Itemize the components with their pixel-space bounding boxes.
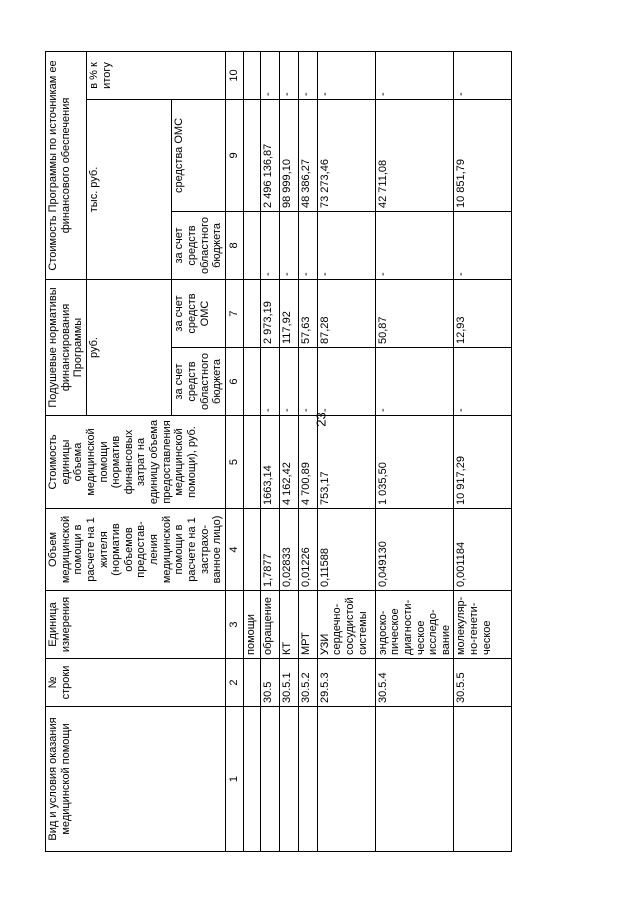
- row-percent: -: [260, 51, 279, 99]
- header-type: Вид и условия оказания медицинской помощи: [46, 707, 226, 852]
- column-number: 1: [225, 707, 243, 852]
- column-number: 6: [225, 348, 243, 416]
- header-row-number: № строки: [46, 659, 226, 707]
- page-number: 23: [313, 412, 329, 427]
- table-row: [298, 51, 317, 851]
- row-norm-oms: 50,87: [375, 279, 454, 347]
- row-prog-oms: 98 999,10: [279, 99, 298, 211]
- column-number: 7: [225, 279, 243, 347]
- row-volume: 0,049130: [375, 509, 454, 591]
- continuation-row: [243, 51, 260, 851]
- row-norm-budget: -: [454, 348, 512, 416]
- continuation-text: помощи: [243, 591, 260, 659]
- row-prog-oms: 73 273,46: [317, 99, 375, 211]
- header-cost-group: Стоимость Программы по источникам ее финансового обеспечения: [46, 51, 87, 279]
- row-prog-budget: -: [279, 211, 298, 279]
- row-prog-oms: 10 851,79: [454, 99, 512, 211]
- header-norm-budget: за счет средств областного бюджета: [172, 348, 226, 416]
- row-prog-budget: -: [260, 211, 279, 279]
- row-norm-oms: 2 973,19: [260, 279, 279, 347]
- header-prog-budget: за счет средств областного бюджета: [172, 211, 226, 279]
- row-volume: 0,02833: [279, 509, 298, 591]
- row-number: 30.5.5: [454, 659, 512, 707]
- row-prog-budget: -: [375, 211, 454, 279]
- row-percent: -: [317, 51, 375, 99]
- header-unit: Единица измерения: [46, 591, 226, 659]
- column-number-row: [225, 51, 243, 851]
- row-unit: эндоско-пическое диагности-ческое исследо-вание: [375, 591, 454, 659]
- table-row: [375, 51, 454, 851]
- row-percent: -: [298, 51, 317, 99]
- row-prog-oms: 48 386,27: [298, 99, 317, 211]
- row-cost: 753,17: [317, 416, 375, 509]
- row-volume: 1,7877: [260, 509, 279, 591]
- row-cost: 4 700,89: [298, 416, 317, 509]
- row-number: 30.5.4: [375, 659, 454, 707]
- row-norm-budget: -: [298, 348, 317, 416]
- row-unit: УЗИ сердечно-сосудистой системы: [317, 591, 375, 659]
- row-norm-oms: 117,92: [279, 279, 298, 347]
- column-number: 4: [225, 509, 243, 591]
- header-percent: в % к итогу: [86, 51, 225, 99]
- row-volume: 0,11588: [317, 509, 375, 591]
- header-norm-group: Подушевые нормативы финансирования Программы: [46, 279, 87, 415]
- row-prog-oms: 2 496 136,87: [260, 99, 279, 211]
- column-number: 5: [225, 416, 243, 509]
- row-unit: МРТ: [298, 591, 317, 659]
- row-prog-budget: -: [317, 211, 375, 279]
- column-number: 2: [225, 659, 243, 707]
- row-percent: -: [454, 51, 512, 99]
- column-number: 9: [225, 99, 243, 211]
- row-norm-budget: -: [279, 348, 298, 416]
- row-unit: молекуляр-но-генети-ческое: [454, 591, 512, 659]
- header-unit-cost: Стоимость единицы объема медицинской помощи (норматив финансовых затрат на единицу объема предоставления медицинской помощи), руб.: [46, 416, 226, 509]
- row-unit: КТ: [279, 591, 298, 659]
- table-row: [279, 51, 298, 851]
- row-prog-oms: 42 711,08: [375, 99, 454, 211]
- column-number: 10: [225, 51, 243, 99]
- row-norm-oms: 57,63: [298, 279, 317, 347]
- row-prog-budget: -: [454, 211, 512, 279]
- row-norm-oms: 12,93: [454, 279, 512, 347]
- row-volume: 0,01226: [298, 509, 317, 591]
- row-norm-oms: 87,28: [317, 279, 375, 347]
- row-norm-budget: -: [260, 348, 279, 416]
- row-number: 29.5.3: [317, 659, 375, 707]
- header-norm-oms: за счет средств ОМС: [172, 279, 226, 347]
- row-cost: 10 917,29: [454, 416, 512, 509]
- row-cost: 1663,14: [260, 416, 279, 509]
- table-row: [454, 51, 512, 851]
- row-volume: 0,001184: [454, 509, 512, 591]
- row-prog-budget: -: [298, 211, 317, 279]
- row-number: 30.5: [260, 659, 279, 707]
- header-norm-unit: руб.: [86, 279, 171, 415]
- column-number: 8: [225, 211, 243, 279]
- row-percent: -: [279, 51, 298, 99]
- header-volume: Объем медицинской помощи в расчете на 1 жителя (норматив объемов предостав-ления медицинской помощи в расчете на 1 застрахо-ванное лицо): [46, 509, 226, 591]
- column-number: 3: [225, 591, 243, 659]
- program-cost-table: [45, 51, 512, 852]
- header-prog-oms: средства ОМС: [172, 99, 226, 211]
- rotated-table-container: [45, 52, 595, 852]
- row-number: 30.5.1: [279, 659, 298, 707]
- row-norm-budget: -: [375, 348, 454, 416]
- row-percent: -: [375, 51, 454, 99]
- row-norm-budget: -: [317, 348, 375, 416]
- row-cost: 1 035,50: [375, 416, 454, 509]
- row-number: 30.5.2: [298, 659, 317, 707]
- row-unit: обращение: [260, 591, 279, 659]
- table-row: [260, 51, 279, 851]
- row-cost: 4 162,42: [279, 416, 298, 509]
- table-row: [317, 51, 375, 851]
- header-cost-unit: тыс. руб.: [86, 99, 171, 279]
